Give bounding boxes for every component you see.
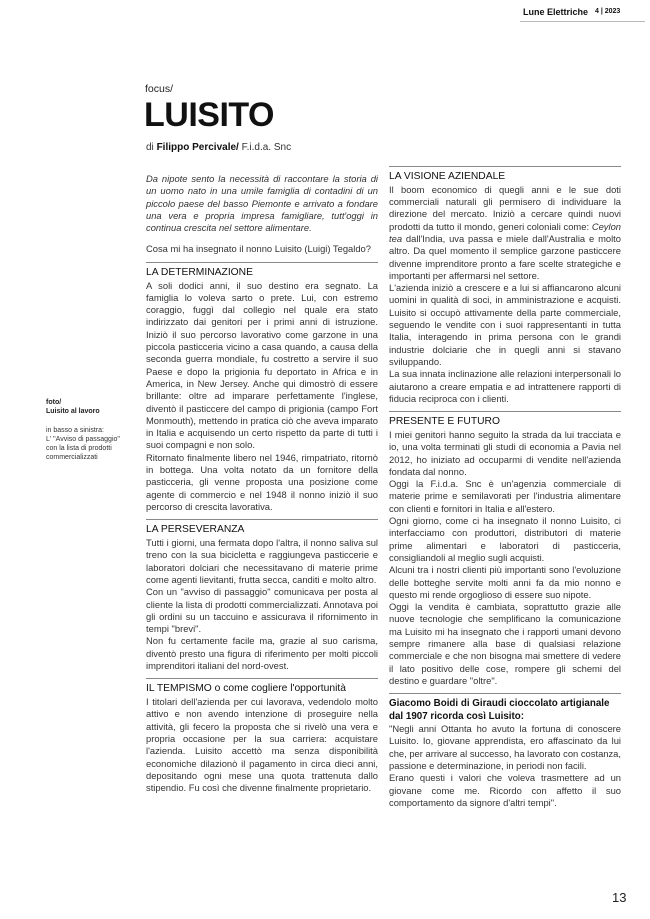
section-divider	[146, 262, 378, 263]
section-divider	[146, 519, 378, 520]
intro-question: Cosa mi ha insegnato il nonno Luisito (Luigi) Tegaldo?	[146, 243, 371, 255]
caption-line: L' "Avviso di passaggio"	[46, 436, 120, 443]
body-paragraph: Tutti i giorni, una fermata dopo l'altra, il nonno saliva sul treno con la sua bicicletta e raggiungeva pasticcerie e laboratori dolciari che necessitavano di materie prime come agenti lievitanti, frutta secca, canditi e molto altro.	[146, 537, 378, 585]
quote-heading: Giacomo Boidi di Giraudi cioccolato artigianale dal 1907 ricorda così Luisito:	[389, 698, 610, 722]
photo-caption-body	[46, 426, 136, 462]
body-paragraph: I titolari dell'azienda per cui lavorava, vedendolo molto attivo e non avendo intenzione di proseguire nella attività, gli fecero la proposta che si rivelò una vera e propria occasione per la sua carriera: acquistare l'azienda. Luisito accettò ma senza disponibilità economiche dilazionò il pagamento in circa dieci anni, depositando ogni mese una quota trattenuta dallo stipendio. Fu così che divenne finalmente proprietario.	[146, 696, 378, 794]
text-run-italic: Ceylon tea	[389, 220, 621, 244]
body-paragraph: La sua innata inclinazione alle relazioni interpersonali lo aiutarono a creare empatia e ad intrattenere rapporti di fiducia reciproca con i clienti.	[389, 368, 621, 404]
section-heading: IL TEMPISMO o come cogliere l'opportunità	[146, 683, 346, 695]
text-run: dall'India, uva passa e miele dall'Australia e molto altro. Da quel momento il semplice garzone pasticcere divenne imprenditore pronto a fare scelte strategiche e importanti per affermarsi nel settore.	[389, 232, 621, 281]
byline-prefix: di	[146, 142, 154, 153]
body-paragraph: Ritornato finalmente libero nel 1946, rimpatriato, ritornò in bottega. Una volta notato da un fornitore della pasticceria, gli venne proposta una posizione come agente di commercio e nel 1948 il nonno iniziò il suo percorso di crescita lavorativa.	[146, 451, 378, 512]
section-divider	[389, 166, 621, 167]
quote-paragraph: "Negli anni Ottanta ho avuto la fortuna di conoscere Luisito. Io, giovane apprendista, ero affascinato da lui che, per arrivare al successo, ha lavorato con costanza, passione e determinazione, in periodi non facili.	[389, 723, 621, 772]
magazine-title: Lune Elettriche	[523, 7, 589, 17]
article-column-right	[389, 166, 621, 809]
quote-paragraph: Erano questi i valori che voleva trasmettere ad un giovane come me. Ricordo con affetto il suo comportamento da signore d'altri tempi".	[389, 772, 621, 808]
header-divider	[520, 21, 645, 22]
section-heading: LA PERSEVERANZA	[146, 524, 245, 536]
body-paragraph: Oggi la F.i.d.a. Snc è un'agenzia commerciale di materie prime e semilavorati per l'industria alimentare con clienti e fornitori in Italia e all'estero.	[389, 478, 621, 514]
issue-number: 4 | 2023	[595, 8, 621, 15]
section-heading: LA DETERMINAZIONE	[146, 266, 253, 278]
section-heading: PRESENTE E FUTURO	[389, 416, 500, 428]
section-heading: LA VISIONE AZIENDALE	[389, 171, 506, 182]
section-kicker: focus/	[145, 83, 174, 95]
body-paragraph: Alcuni tra i nostri clienti più importanti sono l'evoluzione delle botteghe servite molti anni fa da mio nonno e questo mi rende orgoglioso di essere suo nipote.	[389, 564, 621, 600]
caption-line: Luisito al lavoro	[46, 408, 100, 415]
byline-author: Filippo Percivale/	[156, 142, 239, 153]
body-paragraph: Non fu certamente facile ma, grazie al suo carisma, diventò presto una figura di riferimento per molti piccoli imprenditori italiani del nord-ovest.	[146, 635, 378, 671]
section-divider	[146, 678, 378, 679]
page-number: 13	[612, 890, 627, 905]
body-paragraph: I miei genitori hanno seguito la strada da lui tracciata e io, una volta terminati gli studi di economia a Pavia nel 2012, ho iniziato ad occuparmi di vendite nell'azienda fondata dal nonno.	[389, 428, 621, 477]
article-title: LUISITO	[144, 96, 274, 134]
article-column-left	[146, 173, 378, 794]
body-paragraph: A soli dodici anni, il suo destino era segnato. La famiglia lo voleva sarto o prete. Lui, con estremo coraggio, fuggì dal collegio nel quale era stato indirizzato dai genitori per i primi anni di istruzione. Iniziò il suo percorso lavorativo come garzone in una piccola pasticceria vicino a casa quando, a causa della seconda guerra mondiale, fu costretto a servire il suo Paese e dopo la prigionia fu deportato in Africa e in America, in New Jersey. Anche qui dimostrò di essere brillante: oltre ad imparare perfettamente l'inglese, diventò il pasticcere del campo di prigionia (campo Fort Monmouth), mettendo in pratica ciò che aveva imparato in Italia e acquisendo un certo rispetto da parte di tutti i suoi compagni e non solo.	[146, 279, 378, 451]
body-paragraph: Con un "avviso di passaggio" comunicava per posta al cliente la lista di prodotti commercializzati. Annotava poi gli ordini su un taccuino e assicurava il rifornimento in tempi "brevi".	[146, 586, 378, 635]
caption-line: con la lista di prodotti	[46, 445, 112, 452]
photo-caption-heading	[46, 398, 136, 416]
byline	[146, 142, 291, 153]
caption-line: in basso a sinistra:	[46, 427, 104, 434]
caption-label: foto/	[46, 399, 62, 406]
text-run: Il boom economico di quegli anni e le sue doti commerciali naturali gli permisero di individuare la direzione del mercato. Iniziò a cercare quindi nuovi prodotti da tutto il mondo, generi coloniali come:	[389, 183, 621, 232]
body-paragraph: Ogni giorno, come ci ha insegnato il nonno Luisito, ci interfacciamo con produttori, distributori di materie prime alimentari e laboratori di pasticceria, consigliandoli al meglio sugli acquisti.	[389, 515, 621, 563]
caption-line: commercializzati	[46, 454, 98, 461]
body-paragraph: Oggi la vendita è cambiata, soprattutto grazie alle nuove tecnologie che semplificano la comunicazione ma Luisito mi ha insegnato che i rapporti umani devono sempre rimanere alla base di qualsiasi relazione commerciale e che non bisogna mai smettere di vedere il lato positivo delle cose, rompere gli schemi del destino e guardare "oltre".	[389, 601, 621, 686]
section-divider	[389, 693, 621, 694]
body-paragraph: L'azienda iniziò a crescere e a lui si affiancarono alcuni uomini in qualità di soci, in amministrazione e acquisti. Luisito si occupò attivamente della parte commerciale, seguendo le vendite con i suoi rappresentanti in tutta Italia, interagendo in prima persona con le grandi industrie dolciarie che in quegli anni si stavano sviluppando.	[389, 282, 621, 367]
byline-org: F.i.d.a. Snc	[241, 142, 292, 153]
intro-paragraph: Da nipote sento la necessità di raccontare la storia di un uomo nato in una umile famiglia di contadini di un piccolo paese del basso Piemonte e arrivato a fondare una vera e propria impresa famigliare, tutt'oggi in continua crescita nel settore alimentare.	[146, 173, 378, 234]
section-divider	[389, 411, 621, 412]
body-paragraph	[389, 184, 621, 282]
